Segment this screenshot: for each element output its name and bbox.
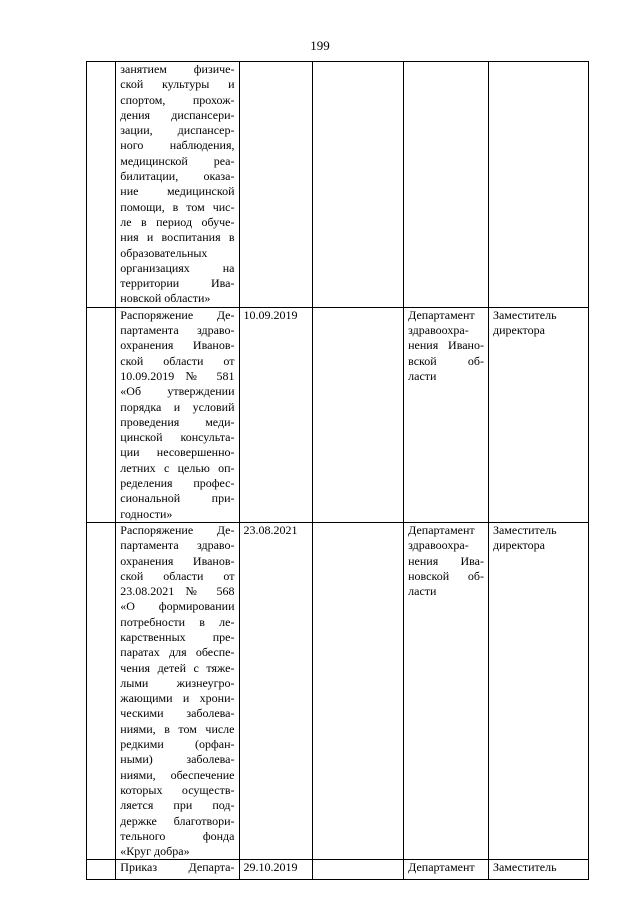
cell-line: организациях на: [120, 260, 235, 275]
cell-line: директора: [492, 538, 545, 553]
cell-line: ской культуры и: [120, 77, 235, 92]
cell-number: [87, 522, 116, 860]
cell-line: охранения Иванов-: [120, 338, 235, 353]
cell-line: редкими (орфан-: [120, 737, 235, 752]
cell-responsible: [488, 860, 588, 880]
cell-line: занятием физиче-: [120, 62, 235, 76]
cell-line: ской области от: [120, 568, 235, 583]
cell-line: Приказ Департа-: [120, 860, 235, 875]
cell-line: ниями, обеспечение: [120, 767, 235, 782]
cell-line: держке благотвори-: [120, 813, 235, 828]
cell-line: порядка и условий: [120, 399, 235, 414]
cell-line: ляется при под-: [120, 798, 235, 813]
cell-empty: [313, 307, 404, 522]
cell-line: ния и воспитания в: [120, 230, 235, 245]
cell-date: 23.08.2021: [239, 522, 313, 860]
cell-document: [116, 522, 239, 860]
cell-executor: [404, 860, 489, 880]
cell-empty: [313, 522, 404, 860]
cell-line: здравоохра-: [408, 323, 469, 338]
cell-line: Заместитель: [492, 522, 557, 537]
cell-line: зации, диспансер-: [120, 123, 235, 138]
cell-line: партамента здраво-: [120, 538, 235, 553]
cell-line: лыми жизнеугро-: [120, 675, 235, 690]
cell-line: ской области от: [120, 353, 235, 368]
cell-executor: [404, 307, 489, 522]
cell-line: ции несовершенно-: [120, 445, 235, 460]
cell-line: Департамент: [408, 307, 475, 322]
cell-line: ными) заболева-: [120, 752, 235, 767]
cell-number: [87, 307, 116, 522]
cell-line: образовательных: [120, 245, 208, 260]
cell-line: тельного фонда: [120, 828, 235, 843]
cell-line: ческими заболева-: [120, 706, 235, 721]
table-row: [87, 522, 589, 860]
cell-line: здравоохра-: [408, 538, 469, 553]
cell-line: дения диспансери-: [120, 107, 235, 122]
cell-line: территории Ива-: [120, 276, 235, 291]
cell-line: летних с целью оп-: [120, 460, 235, 475]
cell-line: карственных пре-: [120, 629, 235, 644]
cell-line: новской области»: [120, 291, 211, 306]
cell-line: новской об-: [408, 568, 484, 583]
cell-line: паратах для обеспе-: [120, 645, 235, 660]
table-row: [87, 860, 589, 880]
cell-executor: [404, 62, 489, 308]
cell-line: «Круг добра»: [120, 844, 190, 859]
cell-line: годности»: [120, 506, 173, 521]
cell-line: ределения профес-: [120, 476, 235, 491]
cell-line: нения Ивано-: [408, 338, 484, 353]
cell-line: билитации, оказа-: [120, 169, 235, 184]
cell-line: ласти: [408, 368, 437, 383]
cell-line: цинской консульта-: [120, 430, 235, 445]
cell-responsible: [488, 307, 588, 522]
cell-line: медицинской реа-: [120, 153, 235, 168]
cell-line: партамента здраво-: [120, 323, 235, 338]
cell-line: нения Ива-: [408, 553, 484, 568]
cell-document: [116, 307, 239, 522]
cell-line: помощи, в том чис-: [120, 199, 235, 214]
cell-responsible: [488, 522, 588, 860]
cell-line: Департамент: [408, 522, 475, 537]
document-table: [86, 61, 589, 880]
table-row: [87, 62, 589, 308]
cell-line: Распоряжение Де-: [120, 307, 235, 322]
cell-line: 10.09.2019 № 581: [120, 368, 235, 383]
cell-line: ниями, в том числе: [120, 721, 235, 736]
cell-line: 23.08.2021 № 568: [120, 584, 235, 599]
cell-line: Заместитель: [492, 860, 557, 875]
cell-line: директора: [492, 323, 545, 338]
cell-line: проведения меди-: [120, 414, 235, 429]
cell-line: потребности в ле-: [120, 614, 235, 629]
cell-line: жающими и хрони-: [120, 691, 235, 706]
cell-document: [116, 860, 239, 880]
cell-date: 29.10.2019: [239, 860, 313, 880]
table-body: [87, 62, 589, 880]
cell-line: вской об-: [408, 353, 484, 368]
cell-line: ного наблюдения,: [120, 138, 235, 153]
cell-line: Распоряжение Де-: [120, 522, 235, 537]
cell-line: ние медицинской: [120, 184, 235, 199]
table-row: [87, 307, 589, 522]
cell-line: Заместитель: [492, 307, 557, 322]
cell-line: ласти: [408, 584, 437, 599]
cell-line: охранения Иванов-: [120, 553, 235, 568]
cell-line: Департамент: [408, 860, 475, 875]
cell-document: [116, 62, 239, 308]
cell-line: чения детей с тяже-: [120, 660, 235, 675]
cell-responsible: [488, 62, 588, 308]
cell-line: спортом, прохож-: [120, 92, 235, 107]
cell-empty: [313, 62, 404, 308]
cell-line: «Об утверждении: [120, 384, 235, 399]
cell-line: ле в период обуче-: [120, 214, 235, 229]
cell-line: сиональной при-: [120, 491, 235, 506]
cell-line: «О формировании: [120, 599, 235, 614]
cell-executor: [404, 522, 489, 860]
cell-line: которых осуществ-: [120, 782, 235, 797]
cell-number: [87, 62, 116, 308]
cell-number: [87, 860, 116, 880]
cell-date: [239, 62, 313, 308]
page-number: 199: [310, 38, 330, 53]
cell-date: 10.09.2019: [239, 307, 313, 522]
cell-empty: [313, 860, 404, 880]
